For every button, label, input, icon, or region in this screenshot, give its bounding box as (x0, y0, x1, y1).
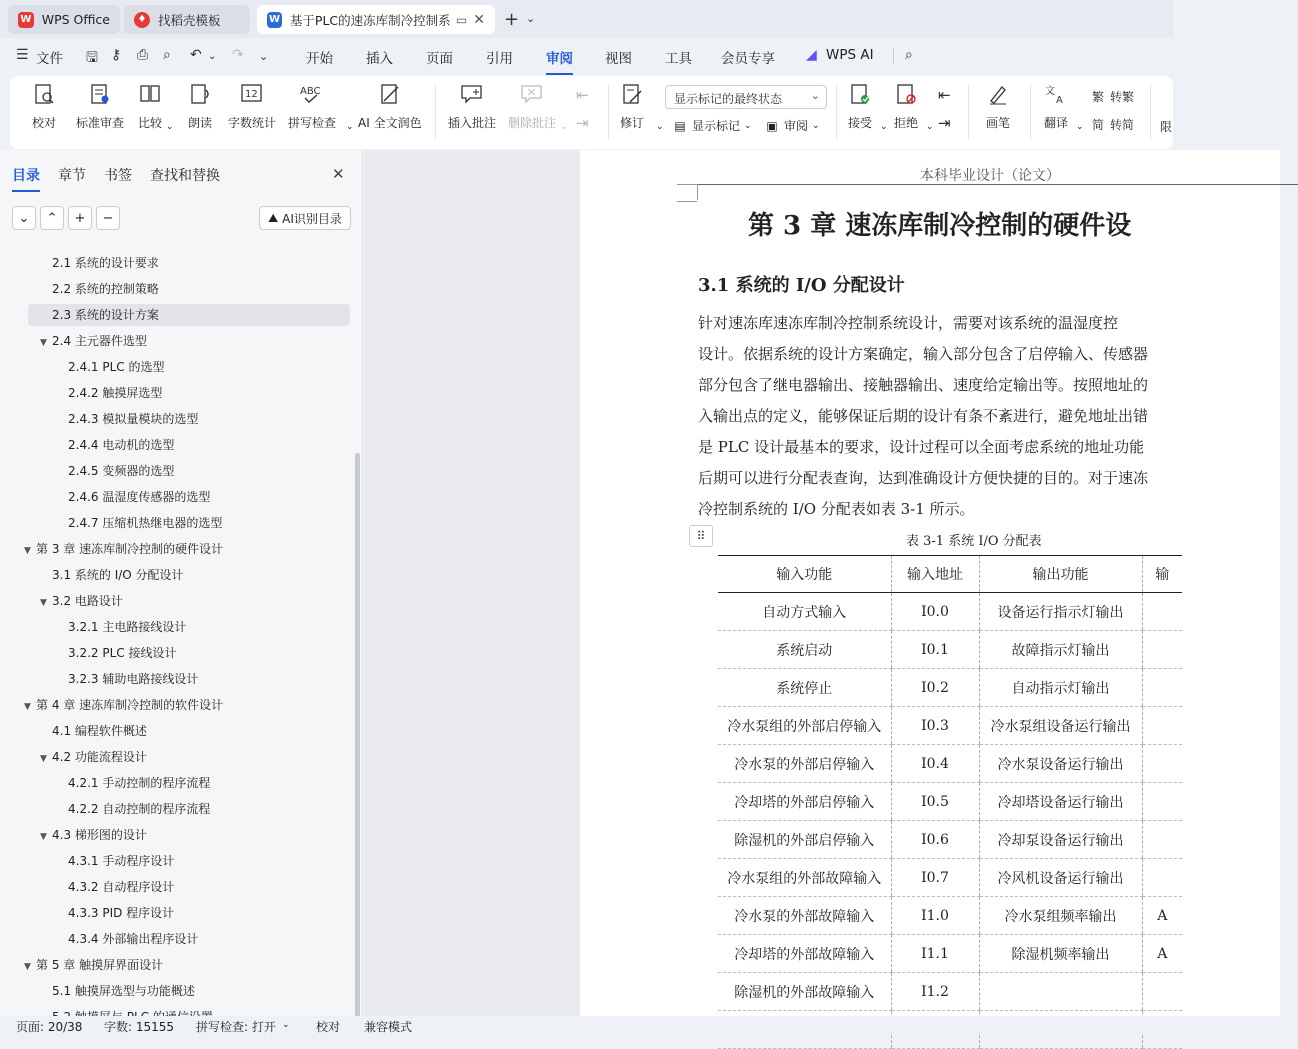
spell-check-button[interactable]: ABC 拼写检查 ⌄ (288, 80, 336, 144)
svg-text:A: A (1056, 95, 1063, 106)
next-revision-icon[interactable]: ⇥ (938, 114, 951, 132)
monitor-icon[interactable]: ▭ (455, 12, 468, 27)
paragraph-line: 入输出点的定义，能够保证后期的设计有条不紊进行，避免地址出错 (698, 407, 1149, 425)
table-cell: 冷水泵的外部故障输入 (718, 897, 891, 935)
to-traditional-button[interactable]: 繁 转繁 (1091, 90, 1135, 104)
table-cell: I1.2 (891, 973, 979, 1011)
table-row (718, 707, 1182, 745)
table-row (718, 669, 1182, 707)
table-cell: 系统启动 (718, 631, 891, 669)
restrict-button[interactable]: 限 (1160, 120, 1173, 134)
toc-item[interactable] (40, 278, 159, 300)
toc-item[interactable] (40, 252, 159, 274)
collapse-icon[interactable]: ⌄ (12, 206, 36, 230)
toc-item[interactable] (56, 798, 210, 820)
ribbon-divider (435, 84, 436, 140)
tab-label: WPS Office (41, 12, 110, 27)
document-area (364, 150, 1173, 1016)
ribbon-toolbar (10, 76, 1173, 149)
toc-item[interactable] (56, 772, 210, 794)
table-cell (1142, 973, 1182, 1011)
table-row (718, 973, 1182, 1011)
simplified-icon: 简 (1091, 118, 1104, 132)
ribbon-divider (1150, 84, 1151, 140)
menu-member[interactable]: 会员专享 (721, 51, 775, 67)
show-markup-icon: ▤ (674, 118, 686, 133)
table-cell: I0.5 (891, 783, 979, 821)
svg-text:12: 12 (245, 89, 258, 100)
expand-triangle-icon[interactable]: ▼ (40, 832, 47, 842)
expand-icon[interactable]: ⌃ (40, 206, 64, 230)
revise-button[interactable]: 修订 ⌄ (618, 80, 646, 144)
remove-heading-icon[interactable]: − (96, 206, 120, 230)
table-cell: 自动方式输入 (718, 593, 891, 631)
table-cell: 故障指示灯输出 (979, 631, 1142, 669)
toc-item-label: 4.3.1 手动程序设计 (68, 854, 175, 868)
save-icon[interactable]: 🖫 (86, 50, 98, 66)
redo-icon[interactable]: ↷ (232, 47, 244, 63)
new-tab-icon[interactable]: + (504, 9, 520, 30)
undo-chevron-icon[interactable]: ⌄ (208, 51, 217, 62)
table-header-cell: 输入功能 (718, 556, 891, 593)
table-cell (979, 973, 1142, 1011)
toc-item-label: 4.3.4 外部输出程序设计 (68, 932, 199, 946)
proofread-icon (30, 80, 58, 108)
table-cell (1142, 783, 1182, 821)
spell-check-icon (298, 80, 326, 108)
toc-item-label: 3.2 电路设计 (52, 594, 123, 608)
toc-item-label: 4.2.1 手动控制的程序流程 (68, 776, 211, 790)
ai-polish-icon (376, 80, 404, 108)
undo-icon[interactable]: ↶ (190, 47, 202, 63)
toc-item[interactable] (56, 616, 186, 638)
close-tab-icon[interactable]: ✕ (473, 11, 485, 28)
tab-toc[interactable]: 目录 (12, 165, 40, 185)
crop-mark (677, 201, 697, 202)
table-row (718, 897, 1182, 935)
proofread-button[interactable]: 校对 (30, 80, 58, 144)
chevron-down-icon: ⌄ (656, 122, 664, 132)
review-pane-button[interactable]: ▣ 审阅 ⌄ (764, 117, 820, 134)
table-cell: I0.6 (891, 821, 979, 859)
chevron-down-icon: ⌄ (744, 120, 752, 131)
translate-icon (1042, 80, 1070, 108)
table-cell: 冷水泵设备运行输出 (979, 745, 1142, 783)
table-cell: 除湿机的外部故障输入 (718, 973, 891, 1011)
revise-icon (618, 80, 646, 108)
document-page[interactable] (580, 150, 1280, 1016)
toc-item[interactable] (40, 980, 195, 1002)
tab-docer[interactable] (124, 5, 250, 34)
toc-item[interactable] (56, 382, 162, 404)
crop-mark (697, 184, 698, 200)
table-cell: I0.4 (891, 745, 979, 783)
accept-button[interactable]: 接受 ⌄ (846, 80, 874, 144)
toc-item[interactable] (40, 824, 147, 846)
toc-item[interactable] (40, 746, 147, 768)
toc-item-label: 2.4.6 温湿度传感器的选型 (68, 490, 211, 504)
expand-triangle-icon[interactable]: ▼ (40, 338, 47, 348)
pen-button[interactable]: 画笔 (984, 80, 1012, 144)
toc-item[interactable] (24, 538, 223, 560)
key-icon[interactable]: ⚷ (111, 47, 122, 63)
word-doc-icon: W (267, 12, 282, 28)
table-move-handle[interactable]: ⠿ (689, 525, 713, 547)
toc-item[interactable] (24, 694, 223, 716)
toc-item-label: 第 5 章 触摸屏界面设计 (36, 958, 164, 972)
menu-view[interactable]: 视图 (605, 51, 632, 67)
traditional-icon: 繁 (1091, 90, 1104, 104)
table-cell: 系统停止 (718, 669, 891, 707)
table-cell: I1.0 (891, 897, 979, 935)
show-markup-button[interactable]: ▤ 显示标记 ⌄ (672, 117, 752, 134)
menu-tools[interactable]: 工具 (665, 51, 692, 67)
toc-item[interactable] (40, 720, 147, 742)
compare-button[interactable]: 比较 ⌄ (136, 80, 164, 144)
toc-item[interactable] (56, 928, 198, 950)
expand-triangle-icon[interactable]: ▼ (40, 754, 47, 764)
navigation-panel (0, 150, 363, 1016)
table-cell (1142, 707, 1182, 745)
page-indicator[interactable]: 页面: 20/38 (16, 1020, 83, 1034)
read-aloud-icon (186, 80, 214, 108)
table-cell (1142, 821, 1182, 859)
menu-insert[interactable]: 插入 (366, 51, 393, 67)
menu-bar (0, 38, 1173, 74)
tab-list-chevron-icon[interactable]: ⌄ (526, 12, 536, 25)
menu-divider (893, 48, 894, 64)
menu-references[interactable]: 引用 (486, 51, 513, 67)
toc-item[interactable] (40, 564, 184, 586)
chevron-down-icon: ⌄ (346, 122, 354, 132)
review-pane-icon: ▣ (766, 118, 778, 133)
table-cell: 设备运行指示灯输出 (979, 593, 1142, 631)
table-cell (1142, 745, 1182, 783)
tab-label: 找稻壳模板 (158, 12, 221, 28)
delete-comment-button[interactable]: 删除批注 ⌄ (508, 80, 556, 144)
toc-item[interactable] (56, 486, 210, 508)
next-comment-icon[interactable]: ⇥ (576, 114, 589, 132)
toc-list (0, 248, 355, 1016)
table-cell (1142, 631, 1182, 669)
standard-review-button[interactable]: 标准审查 (76, 80, 124, 144)
add-heading-icon[interactable]: + (68, 206, 92, 230)
tab-bookmarks[interactable]: 书签 (104, 168, 132, 184)
markup-state-select[interactable]: 显示标记的最终状态 ⌄ (665, 85, 827, 109)
table-cell: I0.0 (891, 593, 979, 631)
paragraph-line: 后期可以进行分配表查询，达到准确设计方便快捷的目的。对于速冻 (698, 469, 1149, 487)
toc-item-label: 4.2 功能流程设计 (52, 750, 147, 764)
header-rule (698, 184, 1298, 185)
pen-icon (984, 80, 1012, 108)
toc-item-label: 3.2.1 主电路接线设计 (68, 620, 187, 634)
page-header: 本科毕业设计（论文） (920, 168, 1060, 184)
toc-item-label: 5.1 触摸屏选型与功能概述 (52, 984, 195, 998)
paragraph-line: 针对速冻库速冻库制冷控制系统设计，需要对该系统的温湿度控 (698, 314, 1119, 332)
wps-ai-icon: ◢ (806, 47, 817, 63)
compare-icon (136, 80, 164, 108)
chevron-down-icon: ⌄ (880, 122, 888, 132)
search-icon[interactable]: ⌕ (905, 47, 913, 63)
toc-item[interactable] (56, 642, 176, 664)
toc-item-label: 3.1 系统的 I/O 分配设计 (52, 568, 184, 582)
toc-item[interactable] (40, 590, 123, 612)
prev-comment-icon[interactable]: ⇤ (576, 86, 589, 104)
tab-wps-office[interactable] (8, 5, 120, 34)
table-cell: 除湿机的外部启停输入 (718, 821, 891, 859)
delete-comment-icon (518, 80, 546, 108)
chevron-down-icon: ⌄ (812, 120, 820, 131)
menu-home[interactable]: 开始 (306, 51, 333, 67)
toc-item-label: 2.4.7 压缩机热继电器的选型 (68, 516, 223, 530)
menu-file[interactable]: 文件 (36, 51, 63, 67)
toc-item[interactable] (56, 512, 222, 534)
close-panel-icon[interactable]: ✕ (332, 165, 345, 183)
toc-item[interactable] (28, 304, 350, 326)
toc-item-label: 2.4.1 PLC 的选型 (68, 360, 165, 374)
toc-item-label: 4.3 梯形图的设计 (52, 828, 147, 842)
toc-item-label: 3.2.3 辅助电路接线设计 (68, 672, 199, 686)
toc-item[interactable] (56, 408, 198, 430)
toc-item-label: 2.4.3 模拟量模块的选型 (68, 412, 199, 426)
table-cell: 除湿机频率输出 (979, 935, 1142, 973)
toc-item[interactable] (56, 356, 164, 378)
table-cell: 自动指示灯输出 (979, 669, 1142, 707)
chevron-down-icon[interactable]: ⌄ (282, 1020, 290, 1030)
table-row (718, 745, 1182, 783)
ribbon-divider (968, 84, 969, 140)
word-count-button[interactable]: 12 字数统计 (228, 80, 276, 144)
insert-comment-icon (458, 80, 486, 108)
toc-item[interactable] (56, 850, 174, 872)
paragraph-line: 冷控制系统的 I/O 分配表如表 3-1 所示。 (698, 500, 975, 518)
accept-icon (846, 80, 874, 108)
proofread-status[interactable]: 校对 (316, 1020, 341, 1034)
toc-item-label: 4.2.2 自动控制的程序流程 (68, 802, 211, 816)
table-cell: 冷水泵组的外部启停输入 (718, 707, 891, 745)
table-cell: I0.1 (891, 631, 979, 669)
table-cell: 冷水泵组频率输出 (979, 897, 1142, 935)
toc-item-label: 2.4.5 变频器的选型 (68, 464, 175, 478)
read-aloud-button[interactable]: 朗读 (186, 80, 214, 144)
print-preview-icon[interactable]: ⌕ (163, 47, 171, 63)
toc-item[interactable] (56, 876, 174, 898)
table-caption: 表 3-1 系统 I/O 分配表 (906, 534, 1042, 549)
ribbon-divider (1030, 84, 1031, 140)
table-cell: 冷水泵组的外部故障输入 (718, 859, 891, 897)
word-count[interactable]: 字数: 15155 (104, 1020, 175, 1034)
to-simplified-button[interactable]: 简 转简 (1091, 118, 1135, 132)
expand-triangle-icon[interactable]: ▼ (40, 598, 47, 608)
toc-item-label: 4.3.3 PID 程序设计 (68, 906, 175, 920)
more-chevron-icon[interactable]: ⌄ (259, 50, 269, 63)
toc-item-label: 2.2 系统的控制策略 (52, 282, 159, 296)
toc-item-label: 第 4 章 速冻库制冷控制的软件设计 (36, 698, 224, 712)
toc-item-label: 2.1 系统的设计要求 (52, 256, 159, 270)
io-allocation-table (718, 555, 1182, 1049)
standard-review-icon (86, 80, 114, 108)
table-cell: I1.1 (891, 935, 979, 973)
toc-item-label: 2.4.2 触摸屏选型 (68, 386, 163, 400)
wps-logo-icon: W (18, 12, 34, 28)
spell-check-status[interactable]: 拼写检查: 打开 (196, 1020, 276, 1034)
table-cell: 冷风机设备运行输出 (979, 859, 1142, 897)
hamburger-icon[interactable]: ☰ (16, 47, 29, 63)
toc-item-label: 3.2.2 PLC 接线设计 (68, 646, 177, 660)
word-count-icon (238, 80, 266, 108)
table-cell (1142, 859, 1182, 897)
table-cell: 冷水泵组设备运行输出 (979, 707, 1142, 745)
tab-chapters[interactable]: 章节 (58, 168, 86, 184)
toc-item-label: 2.4 主元器件选型 (52, 334, 147, 348)
expand-triangle-icon[interactable]: ▼ (24, 702, 31, 712)
crop-mark (677, 184, 697, 185)
table-row (718, 821, 1182, 859)
ai-recognize-toc-button[interactable]: ⛰ AI识别目录 (259, 206, 351, 230)
table-cell: A (1142, 935, 1182, 973)
tab-label: 基于PLC的速冻库制冷控制系 (289, 12, 451, 28)
table-row (718, 935, 1182, 973)
toc-item[interactable] (40, 330, 147, 352)
tab-document[interactable] (257, 5, 495, 34)
insert-comment-button[interactable]: 插入批注 (448, 80, 496, 144)
ribbon-divider (836, 84, 837, 140)
table-header-cell: 输 (1142, 556, 1182, 593)
table-cell: 冷水泵的外部启停输入 (718, 745, 891, 783)
paragraph-line: 设计。依据系统的设计方案确定，输入部分包含了启停输入、传感器 (698, 345, 1149, 363)
print-icon[interactable]: ⎙ (137, 47, 149, 63)
expand-triangle-icon[interactable]: ▼ (24, 546, 31, 556)
menu-page[interactable]: 页面 (426, 51, 453, 67)
toc-item[interactable] (56, 434, 174, 456)
paragraph-line: 是 PLC 设计最基本的要求，设计过程可以全面考虑系统的地址功能 (698, 438, 1145, 456)
toc-item-label: 2.4.4 电动机的选型 (68, 438, 175, 452)
toc-item[interactable] (56, 460, 174, 482)
toc-item[interactable] (56, 668, 198, 690)
expand-triangle-icon[interactable]: ▼ (24, 962, 31, 972)
menu-wps-ai[interactable]: WPS AI (826, 47, 874, 63)
status-bar (0, 1016, 1173, 1033)
table-row (718, 631, 1182, 669)
table-cell: 冷却塔的外部故障输入 (718, 935, 891, 973)
paragraph-line: 部分包含了继电器输出、接触器输出、速度给定输出等。按照地址的 (698, 376, 1149, 394)
ai-toc-icon: ⛰ (268, 210, 279, 225)
table-cell: I0.3 (891, 707, 979, 745)
reject-button[interactable]: 拒绝 ⌄ (892, 80, 920, 144)
toc-item-label: 4.1 编程软件概述 (52, 724, 147, 738)
translate-button[interactable]: 文 A 翻译 ⌄ (1042, 80, 1070, 144)
table-cell: A (1142, 897, 1182, 935)
toc-item[interactable] (24, 954, 163, 976)
table-cell (1142, 669, 1182, 707)
toc-item-label: 4.3.2 自动程序设计 (68, 880, 175, 894)
chevron-down-icon: ⌄ (926, 122, 934, 132)
table-cell: 冷却塔的外部启停输入 (718, 783, 891, 821)
toc-item-label: 2.3 系统的设计方案 (52, 308, 159, 322)
reject-icon (892, 80, 920, 108)
toc-item-label: 第 3 章 速冻库制冷控制的硬件设计 (36, 542, 224, 556)
menu-review[interactable]: 审阅 (546, 47, 573, 67)
tab-bar (0, 0, 1173, 38)
table-header-cell: 输入地址 (891, 556, 979, 593)
table-cell: I0.7 (891, 859, 979, 897)
panel-scrollbar[interactable] (355, 453, 360, 1023)
chevron-down-icon: ⌄ (1076, 122, 1084, 132)
table-cell: I0.2 (891, 669, 979, 707)
section-title: 3.1 系统的 I/O 分配设计 (698, 275, 905, 296)
table-row (718, 783, 1182, 821)
toc-item[interactable] (56, 902, 174, 924)
table-header-cell: 输出功能 (979, 556, 1142, 593)
table-row (718, 593, 1182, 631)
table-header-row (718, 556, 1182, 593)
svg-text:ABC: ABC (300, 86, 321, 97)
table-cell (1142, 593, 1182, 631)
chapter-title: 第 3 章 速冻库制冷控制的硬件设 (748, 211, 1132, 241)
docer-icon: ♦ (134, 12, 150, 28)
ai-polish-button[interactable]: AI 全文润色 (358, 80, 422, 144)
tab-find-replace[interactable]: 查找和替换 (150, 168, 220, 184)
table-row (718, 859, 1182, 897)
svg-text:文: 文 (1045, 86, 1055, 97)
ribbon-divider (608, 84, 609, 140)
prev-revision-icon[interactable]: ⇤ (938, 86, 951, 104)
chevron-down-icon: ⌄ (810, 89, 820, 102)
chevron-down-icon: ⌄ (560, 122, 568, 132)
table-cell: 冷却塔设备运行输出 (979, 783, 1142, 821)
chevron-down-icon: ⌄ (166, 122, 174, 132)
compat-mode: 兼容模式 (364, 1020, 413, 1034)
table-cell: 冷却泵设备运行输出 (979, 821, 1142, 859)
